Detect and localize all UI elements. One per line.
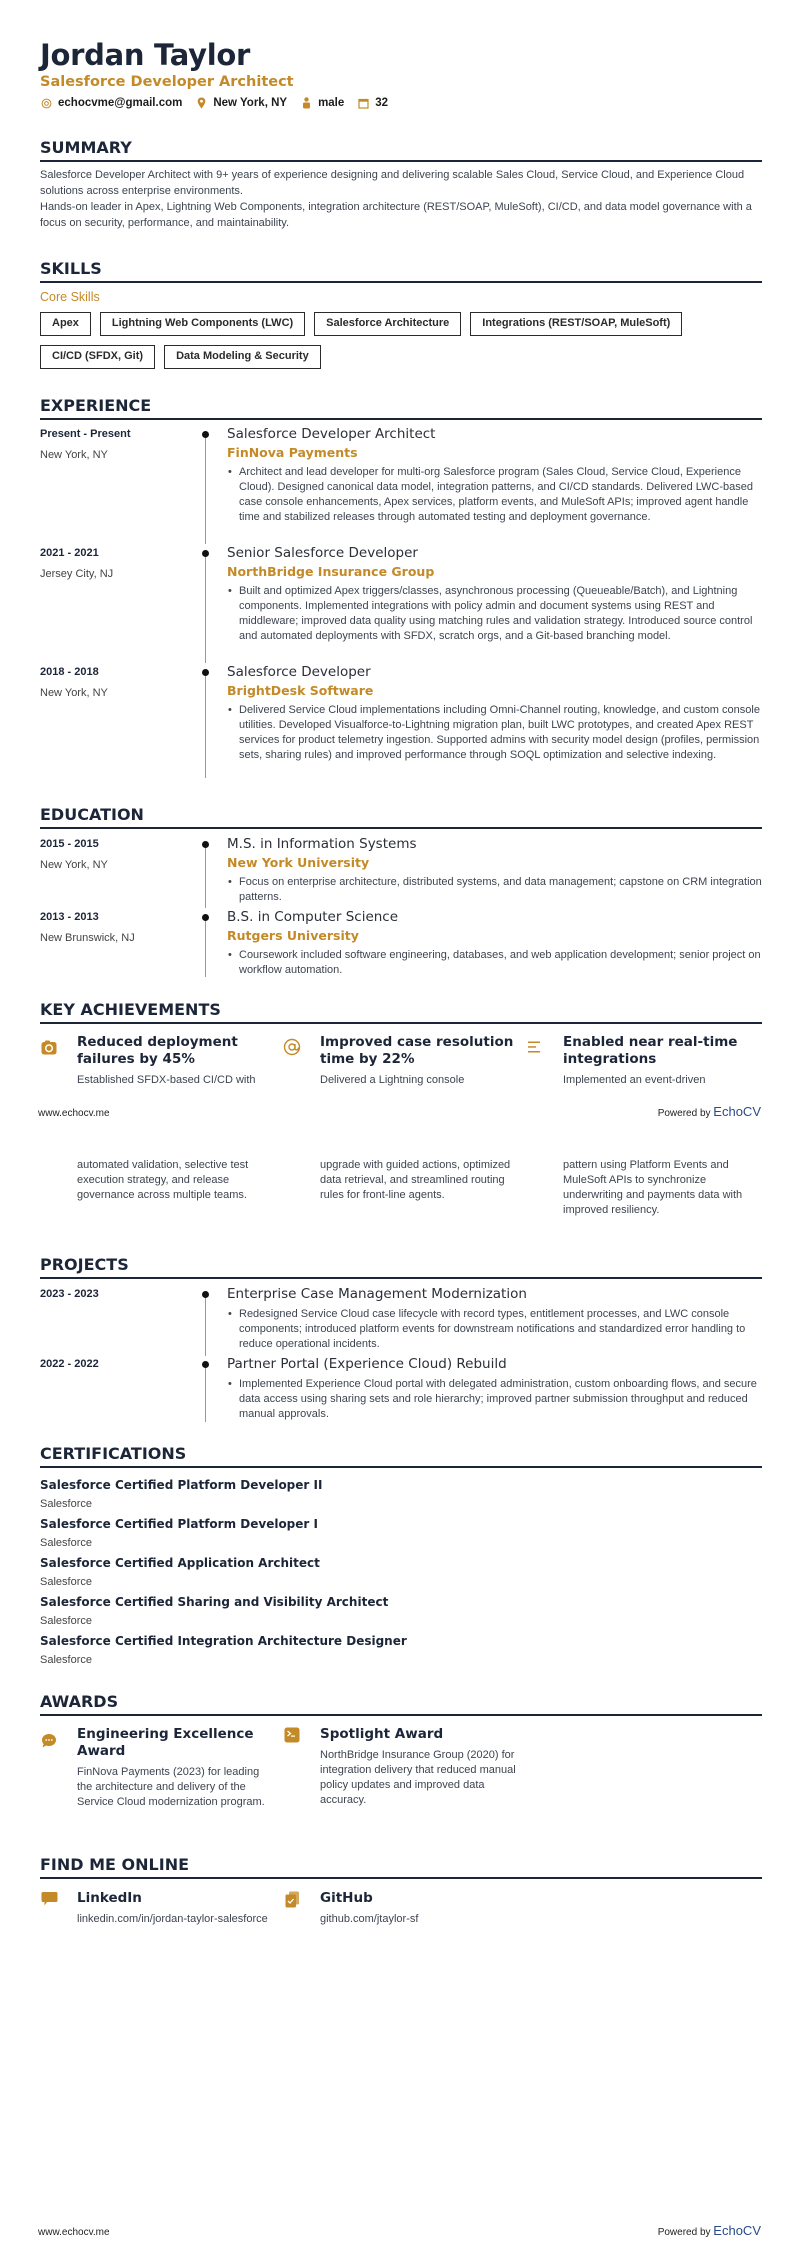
brand-logo: EchoCV (713, 2223, 761, 2238)
timeline-line (205, 915, 206, 977)
achievement-description: upgrade with guided actions, optimized data retrieval, and streamlined routing rules for front-line agents. (320, 1159, 511, 1201)
contact-email[interactable] (40, 97, 182, 109)
achievement-card (526, 1034, 761, 1088)
achievement-card (40, 1034, 275, 1088)
entry-date: 2021 - 2021 (40, 547, 99, 559)
powered-by-label: Powered by (657, 1108, 711, 1119)
timeline-line (205, 432, 206, 544)
contact-gender-value: male (318, 97, 345, 109)
entry-organization: BrightDesk Software (227, 683, 374, 698)
timeline-line (205, 842, 206, 908)
award-card (283, 1726, 518, 1808)
skill-chip: Apex (40, 312, 91, 336)
skill-chip: Lightning Web Components (LWC) (100, 312, 305, 336)
certification-issuer: Salesforce (40, 1498, 92, 1510)
online-profile-url[interactable]: linkedin.com/in/jordan-taylor-salesforce (77, 1913, 268, 1925)
achievement-description: Delivered a Lightning console (320, 1074, 465, 1086)
contact-row (40, 97, 401, 109)
certification-issuer: Salesforce (40, 1537, 92, 1549)
skill-chip: CI/CD (SFDX, Git) (40, 345, 155, 369)
certifications-heading: CERTIFICATIONS (40, 1444, 762, 1468)
achievement-card (283, 1034, 518, 1088)
summary-section (40, 168, 762, 231)
certification-item (40, 1634, 407, 1666)
summary-heading: SUMMARY (40, 138, 762, 162)
certification-issuer: Salesforce (40, 1654, 92, 1666)
calendar-icon (357, 97, 369, 109)
footer-site-link[interactable]: www.echocv.me (38, 2227, 110, 2238)
entry-title: Senior Salesforce Developer (227, 545, 418, 561)
online-profile-label: LinkedIn (77, 1890, 142, 1906)
timeline-line (205, 670, 206, 778)
summary-paragraph: Salesforce Developer Architect with 9+ years of experience designing and delivering scalable Sales Cloud, Service Cloud, and Experience Cloud solutions across enterprise environments. (40, 169, 745, 197)
person-icon (300, 97, 312, 109)
certification-item (40, 1595, 388, 1627)
entry-bullet: • Delivered Service Cloud implementations including Omni-Channel routing, knowledge, and custom console utilities. Developed Visualforce-to-Lightning migration plan, built LWC prototypes, and created Apex REST services for product telemetry ingestion. Supported admins with security model design (profiles, permission sets, sharing rules) and improved performance through SOQL optimization and selective indexing. (227, 703, 762, 763)
contact-age-value: 32 (375, 97, 389, 109)
skills-group-label: Core Skills (40, 290, 100, 304)
camera-icon (40, 1038, 58, 1056)
entry-location: Jersey City, NJ (40, 568, 114, 580)
achievements-heading: KEY ACHIEVEMENTS (40, 1000, 762, 1024)
award-card (40, 1726, 275, 1810)
timeline-dot (202, 1291, 209, 1298)
certification-name: Salesforce Certified Platform Developer II (40, 1478, 323, 1492)
certification-name: Salesforce Certified Integration Architecture Designer (40, 1634, 407, 1648)
contact-gender (300, 97, 344, 109)
online-profile-url[interactable]: github.com/jtaylor-sf (320, 1913, 419, 1925)
entry-organization: NorthBridge Insurance Group (227, 564, 435, 579)
certification-issuer: Salesforce (40, 1576, 92, 1588)
contact-location-value: New York, NY (213, 97, 288, 109)
timeline-dot (202, 1361, 209, 1368)
skills-chip-list (40, 312, 762, 378)
entry-date: 2022 - 2022 (40, 1358, 99, 1370)
entry-organization: New York University (227, 855, 370, 870)
timeline-dot (202, 431, 209, 438)
achievement-title: Reduced deployment failures by 45% (77, 1034, 238, 1067)
entry-date: 2013 - 2013 (40, 911, 99, 923)
certification-issuer: Salesforce (40, 1615, 92, 1627)
speech-bubble-icon (40, 1890, 58, 1908)
timeline-line (205, 1292, 206, 1356)
online-profile-card[interactable] (40, 1890, 275, 1927)
certification-name: Salesforce Certified Sharing and Visibility Architect (40, 1595, 389, 1609)
location-pin-icon (195, 97, 207, 109)
education-heading: EDUCATION (40, 805, 762, 829)
entry-bullet: • Built and optimized Apex triggers/classes, asynchronous processing (Queueable/Batch), and Lightning components. Implemented integrations with policy admin and document systems using REST and middleware; improved data quality using matching rules and validation strategy. Introduced source control and automated deployments with SFDX, scratch orgs, and a Git-based branching model. (227, 584, 762, 644)
clipboard-check-icon (283, 1890, 301, 1908)
entry-location: New York, NY (40, 449, 108, 461)
achievement-title: Improved case resolution time by 22% (320, 1034, 514, 1067)
list-icon (526, 1038, 544, 1056)
achievement-card-continued (526, 1158, 761, 1218)
online-profile-card[interactable] (283, 1890, 518, 1927)
projects-heading: PROJECTS (40, 1255, 762, 1279)
powered-by-label: Powered by (657, 2227, 711, 2238)
entry-organization: Rutgers University (227, 928, 359, 943)
entry-bullet: • Architect and lead developer for multi-org Salesforce program (Sales Cloud, Service Cloud, Experience Cloud). Designed canonical data model, integration patterns, and CI/CD standards. Delivered LWC-based case console enhancements, Apex services, platform events, and MuleSoft APIs; improved agent handle time and stabilized releases through automated testing and deployment governance. (227, 465, 762, 525)
footer-powered-by (658, 2223, 761, 2238)
achievement-description: pattern using Platform Events and MuleSoft APIs to synchronize underwriting and payments data with improved resiliency. (563, 1159, 743, 1216)
contact-email-value: echocvme@gmail.com (58, 97, 183, 109)
achievement-card-continued (283, 1158, 518, 1203)
contact-age (357, 97, 388, 109)
footer-site-link[interactable]: www.echocv.me (38, 1108, 110, 1119)
candidate-role: Salesforce Developer Architect (40, 74, 294, 90)
entry-location: New Brunswick, NJ (40, 932, 135, 944)
certification-name: Salesforce Certified Application Architect (40, 1556, 320, 1570)
at-icon (40, 97, 52, 109)
chat-bubble-icon (40, 1732, 58, 1750)
timeline-dot (202, 669, 209, 676)
award-title: Engineering Excellence Award (77, 1726, 254, 1759)
entry-title: Salesforce Developer Architect (227, 426, 436, 442)
entry-organization: FinNova Payments (227, 445, 358, 460)
timeline-dot (202, 841, 209, 848)
achievement-description: Established SFDX-based CI/CD with (77, 1074, 256, 1086)
timeline-dot (202, 914, 209, 921)
terminal-icon (283, 1726, 301, 1744)
at-icon (283, 1038, 301, 1056)
entry-date: 2023 - 2023 (40, 1288, 99, 1300)
entry-bullet: • Redesigned Service Cloud case lifecycle with record types, entitlement processes, and LWC console components; introduced platform events for downstream notifications and standardized error handling to reduce operational incidents. (227, 1307, 762, 1352)
entry-title: Partner Portal (Experience Cloud) Rebuild (227, 1356, 507, 1372)
entry-location: New York, NY (40, 859, 108, 871)
awards-heading: AWARDS (40, 1692, 762, 1716)
certification-item (40, 1517, 318, 1549)
online-heading: FIND ME ONLINE (40, 1855, 762, 1879)
certification-item (40, 1556, 320, 1588)
achievement-title: Enabled near real-time integrations (563, 1034, 738, 1067)
entry-title: Enterprise Case Management Modernization (227, 1286, 527, 1302)
entry-date: 2015 - 2015 (40, 838, 99, 850)
timeline-line (205, 1362, 206, 1422)
achievement-description: Implemented an event-driven (563, 1074, 706, 1086)
certification-item (40, 1478, 322, 1510)
timeline-line (205, 551, 206, 663)
entry-title: Salesforce Developer (227, 664, 371, 680)
candidate-name: Jordan Taylor (40, 38, 250, 72)
entry-title: B.S. in Computer Science (227, 909, 399, 925)
award-title: Spotlight Award (320, 1726, 444, 1742)
award-description: NorthBridge Insurance Group (2020) for integration delivery that reduced manual policy updates and improved data accuracy. (320, 1749, 516, 1806)
timeline-dot (202, 550, 209, 557)
experience-heading: EXPERIENCE (40, 396, 762, 420)
summary-paragraph: Hands-on leader in Apex, Lightning Web Components, integration architecture (REST/SOAP, MuleSoft), CI/CD, and data model governance with a focus on security, performance, and maintainability. (40, 201, 752, 229)
certification-name: Salesforce Certified Platform Developer I (40, 1517, 318, 1531)
skills-heading: SKILLS (40, 259, 762, 283)
entry-bullet: • Implemented Experience Cloud portal with delegated administration, custom onboarding flows, and secure data access using sharing sets and role hierarchy; improved partner submission throughput and reduced manual approvals. (227, 1377, 762, 1422)
brand-logo: EchoCV (713, 1104, 761, 1119)
online-profile-label: GitHub (320, 1890, 373, 1906)
entry-date: 2018 - 2018 (40, 666, 99, 678)
entry-title: M.S. in Information Systems (227, 836, 417, 852)
entry-location: New York, NY (40, 687, 108, 699)
achievement-card-continued (40, 1158, 275, 1203)
award-description: FinNova Payments (2023) for leading the architecture and delivery of the Service Cloud modernization program. (77, 1766, 265, 1808)
skill-chip: Salesforce Architecture (314, 312, 461, 336)
skill-chip: Integrations (REST/SOAP, MuleSoft) (470, 312, 682, 336)
entry-bullet: • Coursework included software engineering, databases, and web application development; senior project on workflow automation. (227, 948, 762, 978)
contact-location (195, 97, 287, 109)
achievement-description: automated validation, selective test execution strategy, and release governance across multiple teams. (77, 1159, 249, 1201)
skill-chip: Data Modeling & Security (164, 345, 321, 369)
entry-date: Present - Present (40, 428, 131, 440)
entry-bullet: • Focus on enterprise architecture, distributed systems, and data management; capstone on CRM integration patterns. (227, 875, 762, 905)
footer-powered-by (658, 1104, 761, 1119)
